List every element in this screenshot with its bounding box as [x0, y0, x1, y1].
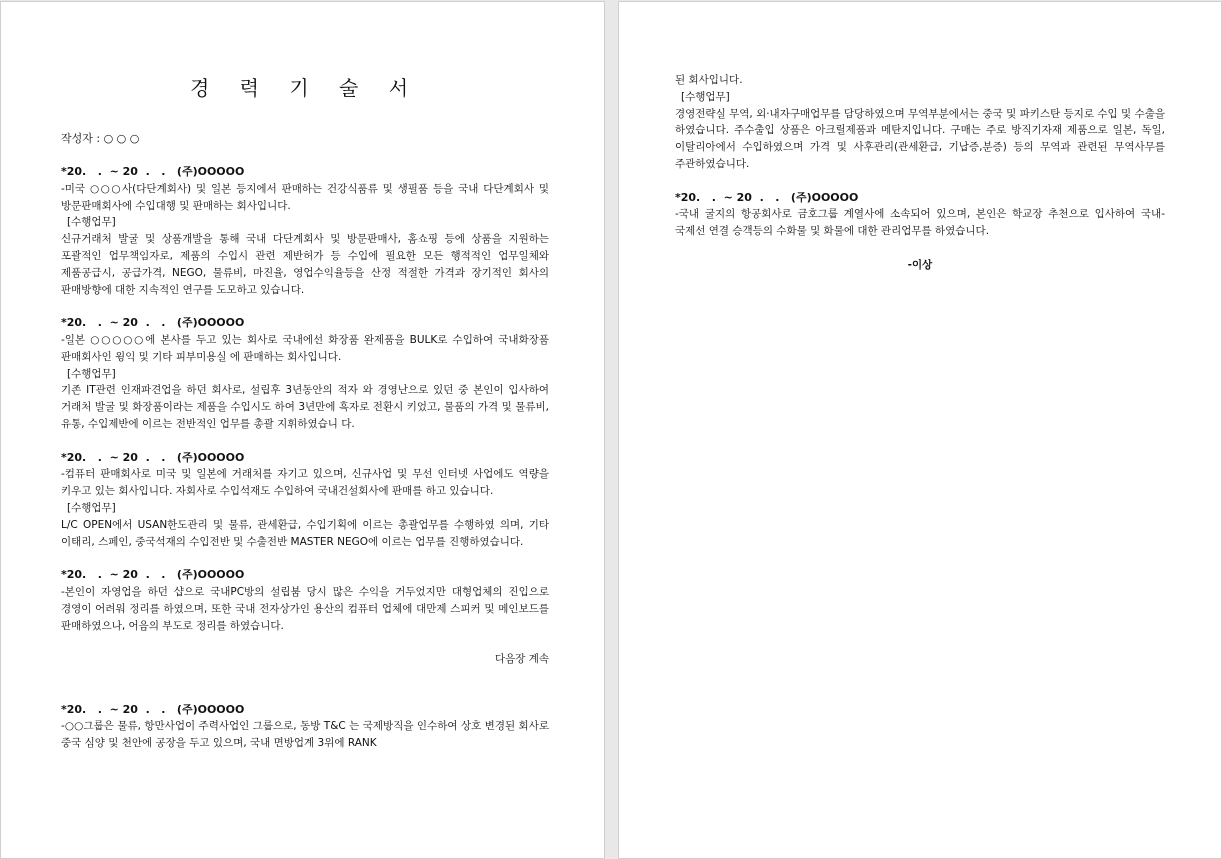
career-entry	[61, 702, 549, 752]
career-entries-page-1	[61, 164, 549, 752]
end-mark: -이상	[907, 258, 933, 271]
entry-header: *20. . ~ 20 . . (주)OOOOO	[61, 165, 245, 178]
entry-header: *20. . ~ 20 . . (주)OOOOO	[61, 316, 245, 330]
company-description-continued: 된 회사입니다.	[675, 74, 743, 86]
document-title: 경 력 기 술 서	[189, 76, 421, 100]
company-description: -일본 ○○○○○에 본사를 두고 있는 회사로 국내에선 화장품 완제품을 BULK로 수입하여 국내화장품 판매회사인 윙익 및 기타 피부미용실 에 판매하는 회사입니다.	[61, 333, 549, 363]
duty-label: [수행업무]	[67, 501, 116, 514]
duty-description: 신규거래처 발굴 및 상품개발을 통해 국내 다단계회사 및 방문판매사, 홈쇼핑 등에 상품을 지원하는 포괄적인 업무책임자로, 제품의 수입시 관련 제반허가 등 수입에 필요한 모든 행적적인 업무일체와 제품공급시, 공급가격, NEGO, 물류비, 마진율, 영업수익율등을 산정 적절한 가격과 장기적인 회사의 판매방향에 대한 지속적인 연구를 도모하고 있습니다.	[61, 233, 549, 296]
entry-header: *20. . ~ 20 . . (주)OOOOO	[61, 702, 245, 716]
duty-label: [수행업무]	[67, 367, 116, 380]
career-entry	[61, 315, 549, 433]
entry-header: *20. . ~ 20 . . (주)OOOOO	[675, 190, 859, 204]
career-entry	[675, 190, 1165, 240]
career-entries-page-2	[675, 72, 1165, 274]
duty-label: [수행업무]	[67, 216, 116, 229]
company-description: -국내 굴지의 항공회사로 금호그룹 계열사에 소속되어 있으며, 본인은 학교장 추천으로 입사하여 국내-국제선 연결 승객등의 수화물 및 화물에 대한 관리업무를 하였습니다.	[675, 208, 1165, 238]
company-description: -○○그룹은 물류, 항만사업이 주력사업인 그룹으로, 동방 T&C 는 국제방직을 인수하여 상호 변경된 회사로 중국 심양 및 천안에 공장을 두고 있으며, 국내 면방업계 3위에 RANK	[61, 720, 549, 750]
entry-header: *20. . ~ 20 . . (주)OOOOO	[61, 450, 245, 464]
duty-label: [수행업무]	[681, 90, 730, 103]
author-line: 작성자 : ○ ○ ○	[61, 132, 140, 145]
career-entry	[61, 164, 549, 298]
company-description: -컴퓨터 판매회사로 미국 및 일본에 거래처를 자기고 있으며, 신규사업 및 무선 인터넷 사업에도 역량을 키우고 있는 회사입니다. 자회사로 수입석재도 수입하여 국내건설회사에 판매를 하고 있습니다.	[61, 468, 549, 498]
document-page-1	[1, 2, 604, 858]
career-entry	[61, 450, 549, 551]
career-entry-continued	[675, 72, 1165, 173]
career-entry	[61, 567, 549, 634]
document-page-2	[619, 2, 1221, 858]
duty-description: 기존 IT관련 인재파견업을 하던 회사로, 설립후 3년동안의 적자 와 경영난으로 있던 중 본인이 입사하여 거래처 발굴 및 화장품이라는 제품을 수입시도 하여 3년만에 흑자로 전환시 키었고, 물품의 가격 및 물류비, 유통, 수입제반에 이르는 전반적인 업무를 총괄 지휘하였습니 다.	[61, 384, 549, 430]
company-description: -본인이 자영업을 하던 샵으로 국내PC방의 설립붐 당시 많은 수익을 거두었지만 대형업체의 진입으로 경영이 어려워 정리를 하였으며, 또한 국내 전자상가인 용산의 컴퓨터 업체에 대만제 스피커 및 메인보드를 판매하였으나, 어음의 부도로 정리를 하였습니다.	[61, 585, 549, 632]
duty-description: L/C OPEN에서 USAN한도관리 및 물류, 관세환급, 수입기획에 이르는 총괄업무를 수행하였 의며, 기타 이태리, 스페인, 중국석재의 수입전반 및 수출전반 MASTER NEGO에 이르는 업무를 진행하였습니다.	[61, 518, 549, 548]
continued-note: 다음장 계속	[494, 653, 549, 666]
company-description: -미국 ○○○사(다단계회사) 및 일본 등지에서 판매하는 건강식품류 및 생필품 등을 국내 다단계회사 및 방문판매회사에 수입대행 및 판매하는 회사입니다.	[61, 182, 549, 212]
duty-description: 경영전략실 무역, 외·내자구매업무를 담당하였으며 무역부분에서는 중국 및 파키스탄 등지로 수입 및 수출을 하였습니다. 주수출입 상품은 아크릴제품과 메탄지입니다. 구매는 주로 방직기자재 제품으로 일본, 독일, 이탈리아에서 수입하였으며 가격 및 사후관리(관세환급, 기납증,분증) 등의 무역과 관련된 무역사무를 주관하였습니다.	[675, 107, 1165, 170]
entry-header: *20. . ~ 20 . . (주)OOOOO	[61, 568, 245, 582]
